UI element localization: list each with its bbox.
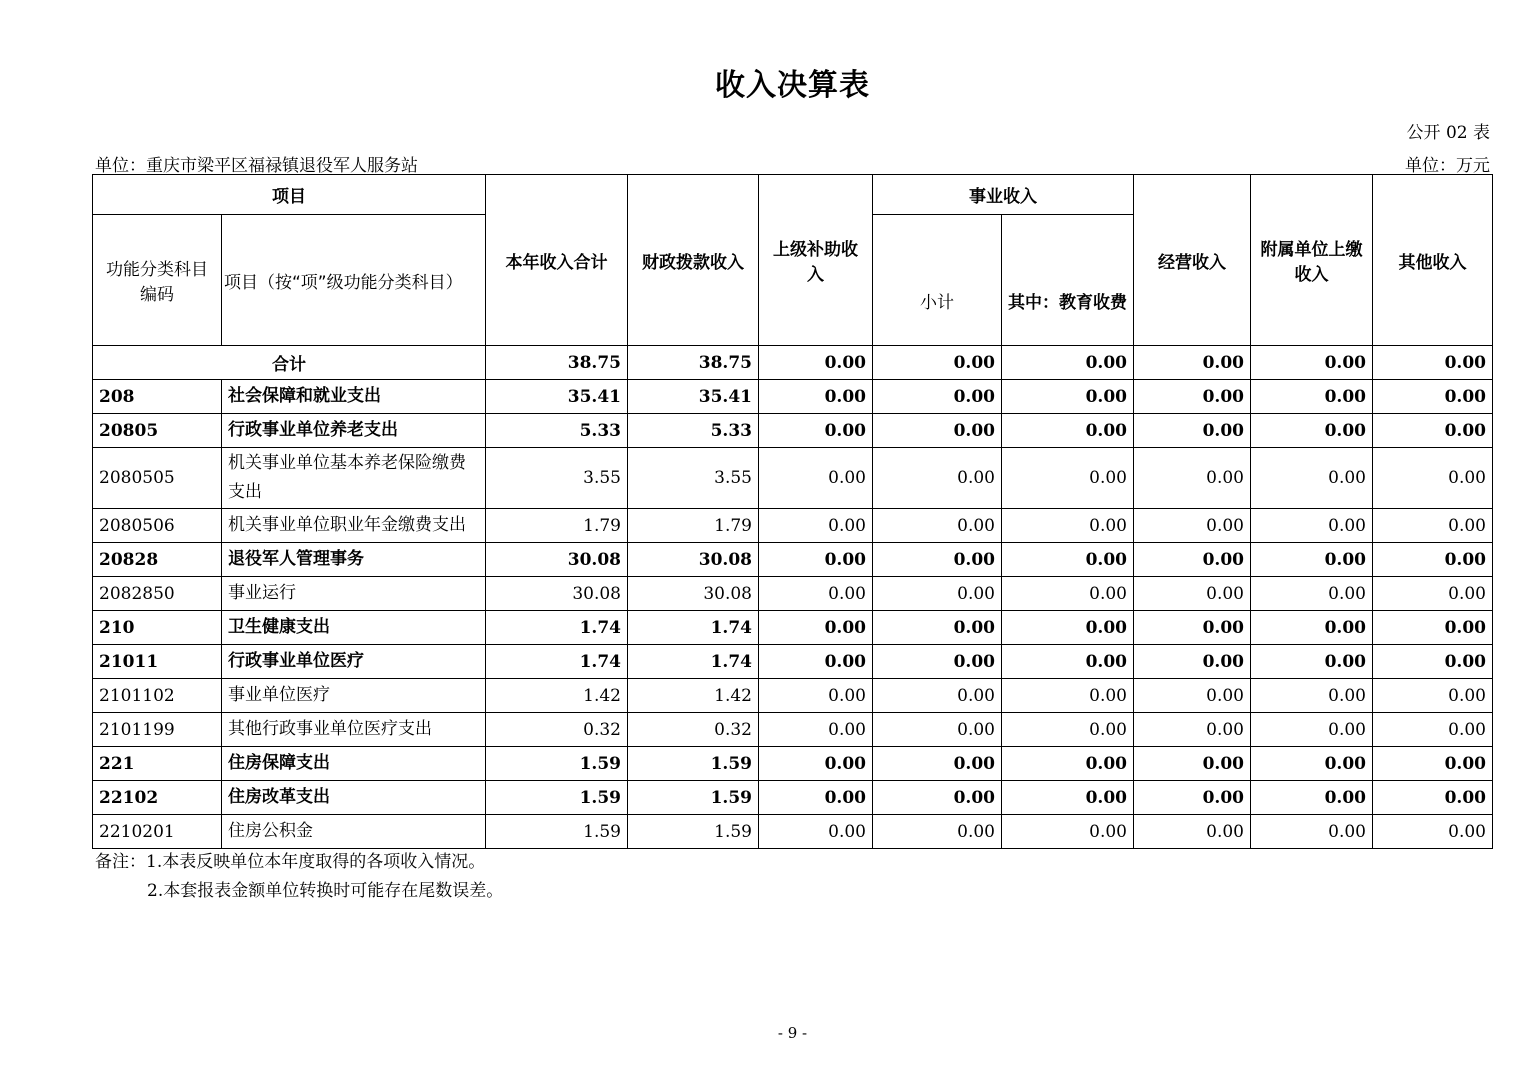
row-value: 0.00 (1002, 448, 1134, 509)
row-value: 0.00 (1002, 645, 1134, 679)
notes (95, 848, 503, 906)
header-project: 项目 (93, 175, 486, 215)
row-value: 0.00 (1251, 713, 1373, 747)
row-value: 0.00 (759, 645, 873, 679)
row-value: 1.59 (628, 815, 759, 849)
row-name: 住房公积金 (222, 815, 486, 849)
row-value: 0.00 (759, 414, 873, 448)
row-value: 0.00 (1134, 713, 1251, 747)
row-value: 0.00 (1373, 679, 1493, 713)
total-value: 0.00 (1134, 346, 1251, 380)
row-value: 0.00 (759, 781, 873, 815)
row-value: 0.00 (1373, 543, 1493, 577)
row-value: 0.00 (1251, 815, 1373, 849)
row-code: 22102 (93, 781, 222, 815)
currency-unit: 单位：万元 (1405, 156, 1490, 176)
note-2: 2.本套报表金额单位转换时可能存在尾数误差。 (147, 881, 504, 901)
header-subtotal: 小计 (873, 215, 1002, 346)
page-number: - 9 - (777, 1024, 808, 1042)
row-value: 1.59 (486, 747, 628, 781)
income-table (92, 174, 1493, 849)
table-row (93, 645, 1493, 679)
row-value: 0.00 (1373, 611, 1493, 645)
row-value: 0.00 (1373, 380, 1493, 414)
table-row (93, 543, 1493, 577)
table-row (93, 509, 1493, 543)
row-value: 0.00 (1134, 380, 1251, 414)
row-name: 机关事业单位职业年金缴费支出 (222, 509, 486, 543)
row-value: 0.00 (759, 577, 873, 611)
table-row (93, 414, 1493, 448)
row-value: 3.55 (628, 448, 759, 509)
row-value: 0.00 (1002, 543, 1134, 577)
row-name: 机关事业单位基本养老保险缴费支出 (222, 448, 486, 509)
row-value: 0.00 (759, 713, 873, 747)
page-title: 收入决算表 (715, 68, 870, 103)
total-value: 38.75 (486, 346, 628, 380)
row-value: 5.33 (486, 414, 628, 448)
row-value: 0.00 (1134, 747, 1251, 781)
table-row (93, 747, 1493, 781)
row-name: 行政事业单位医疗 (222, 645, 486, 679)
row-value: 30.08 (628, 543, 759, 577)
row-value: 0.00 (873, 380, 1002, 414)
header-total: 本年收入合计 (486, 175, 628, 346)
total-value: 0.00 (873, 346, 1002, 380)
row-value: 0.00 (1134, 577, 1251, 611)
row-code: 221 (93, 747, 222, 781)
reporting-unit: 单位：重庆市梁平区福禄镇退役军人服务站 (95, 156, 418, 176)
header-business-group: 事业收入 (873, 175, 1134, 215)
row-value: 0.00 (1134, 611, 1251, 645)
table-row (93, 448, 1493, 509)
header-edu: 其中：教育收费 (1002, 215, 1134, 346)
row-value: 0.00 (1251, 414, 1373, 448)
row-value: 0.00 (873, 611, 1002, 645)
row-name: 行政事业单位养老支出 (222, 414, 486, 448)
row-value: 0.00 (1134, 781, 1251, 815)
row-value: 0.00 (1373, 577, 1493, 611)
row-value: 0.00 (1134, 645, 1251, 679)
table-row (93, 611, 1493, 645)
table-row (93, 713, 1493, 747)
header-code: 功能分类科目编码 (93, 215, 222, 346)
row-value: 0.00 (1251, 380, 1373, 414)
row-value: 0.00 (873, 577, 1002, 611)
row-value: 30.08 (486, 577, 628, 611)
row-value: 0.00 (1002, 713, 1134, 747)
row-code: 2101199 (93, 713, 222, 747)
row-value: 1.79 (628, 509, 759, 543)
row-name: 事业单位医疗 (222, 679, 486, 713)
row-value: 0.00 (873, 679, 1002, 713)
row-code: 2080505 (93, 448, 222, 509)
row-value: 0.00 (1251, 645, 1373, 679)
row-value: 30.08 (486, 543, 628, 577)
row-value: 0.00 (1251, 577, 1373, 611)
row-value: 0.00 (1373, 781, 1493, 815)
row-value: 0.00 (873, 781, 1002, 815)
row-value: 30.08 (628, 577, 759, 611)
row-code: 2080506 (93, 509, 222, 543)
row-name: 住房保障支出 (222, 747, 486, 781)
table-row (93, 815, 1493, 849)
row-value: 1.42 (486, 679, 628, 713)
row-value: 0.00 (759, 815, 873, 849)
header-affiliated: 附属单位上缴收入 (1251, 175, 1373, 346)
row-value: 0.00 (759, 543, 873, 577)
row-value: 0.32 (486, 713, 628, 747)
row-value: 0.00 (1002, 815, 1134, 849)
row-value: 0.00 (873, 414, 1002, 448)
row-name: 退役军人管理事务 (222, 543, 486, 577)
total-label: 合计 (93, 346, 486, 380)
row-value: 35.41 (486, 380, 628, 414)
row-value: 0.00 (759, 380, 873, 414)
row-code: 20805 (93, 414, 222, 448)
row-value: 0.00 (759, 747, 873, 781)
header-upper: 上级补助收入 (759, 175, 873, 346)
row-value: 1.74 (486, 611, 628, 645)
row-value: 1.59 (628, 781, 759, 815)
row-value: 0.00 (1134, 815, 1251, 849)
row-value: 0.00 (1251, 448, 1373, 509)
total-value: 0.00 (1251, 346, 1373, 380)
table-row (93, 781, 1493, 815)
row-value: 0.00 (1251, 611, 1373, 645)
header-name: 项目（按“项”级功能分类科目） (222, 215, 486, 346)
row-value: 0.00 (1251, 509, 1373, 543)
row-value: 1.74 (628, 645, 759, 679)
row-value: 0.00 (1373, 645, 1493, 679)
table-row (93, 380, 1493, 414)
total-value: 0.00 (1002, 346, 1134, 380)
row-value: 0.00 (759, 679, 873, 713)
row-value: 0.00 (1373, 747, 1493, 781)
row-value: 0.00 (1002, 679, 1134, 713)
row-value: 1.79 (486, 509, 628, 543)
row-value: 0.00 (873, 747, 1002, 781)
row-value: 0.00 (873, 509, 1002, 543)
total-value: 0.00 (1373, 346, 1493, 380)
row-value: 0.00 (1251, 747, 1373, 781)
row-name: 其他行政事业单位医疗支出 (222, 713, 486, 747)
row-name: 事业运行 (222, 577, 486, 611)
note-1: 备注：1.本表反映单位本年度取得的各项收入情况。 (95, 852, 486, 872)
row-value: 0.00 (1002, 781, 1134, 815)
row-code: 2082850 (93, 577, 222, 611)
row-value: 0.00 (1373, 509, 1493, 543)
row-code: 208 (93, 380, 222, 414)
header-other: 其他收入 (1373, 175, 1493, 346)
row-code: 210 (93, 611, 222, 645)
row-value: 5.33 (628, 414, 759, 448)
row-name: 社会保障和就业支出 (222, 380, 486, 414)
row-value: 0.00 (1251, 679, 1373, 713)
row-value: 0.00 (759, 611, 873, 645)
row-value: 0.00 (873, 645, 1002, 679)
row-value: 0.00 (1251, 781, 1373, 815)
row-value: 1.74 (486, 645, 628, 679)
row-value: 1.59 (628, 747, 759, 781)
row-value: 0.00 (1134, 414, 1251, 448)
row-value: 0.00 (1002, 509, 1134, 543)
row-value: 0.00 (873, 815, 1002, 849)
row-name: 卫生健康支出 (222, 611, 486, 645)
row-code: 2101102 (93, 679, 222, 713)
row-value: 0.00 (873, 713, 1002, 747)
total-value: 38.75 (628, 346, 759, 380)
row-value: 0.00 (873, 543, 1002, 577)
row-value: 0.32 (628, 713, 759, 747)
row-value: 0.00 (759, 509, 873, 543)
row-value: 0.00 (1002, 611, 1134, 645)
row-value: 0.00 (1002, 380, 1134, 414)
row-value: 0.00 (1002, 747, 1134, 781)
row-value: 0.00 (1134, 448, 1251, 509)
row-value: 0.00 (1373, 713, 1493, 747)
row-code: 2210201 (93, 815, 222, 849)
header-operating: 经营收入 (1134, 175, 1251, 346)
row-value: 0.00 (759, 448, 873, 509)
row-name: 住房改革支出 (222, 781, 486, 815)
table-row (93, 679, 1493, 713)
table-row (93, 577, 1493, 611)
row-value: 35.41 (628, 380, 759, 414)
row-value: 0.00 (1002, 414, 1134, 448)
row-code: 21011 (93, 645, 222, 679)
row-value: 0.00 (1373, 815, 1493, 849)
form-number: 公开 02 表 (1406, 123, 1490, 143)
row-value: 0.00 (1373, 414, 1493, 448)
row-code: 20828 (93, 543, 222, 577)
header-fiscal: 财政拨款收入 (628, 175, 759, 346)
row-value: 0.00 (1134, 543, 1251, 577)
row-value: 3.55 (486, 448, 628, 509)
row-value: 0.00 (1134, 509, 1251, 543)
row-value: 1.74 (628, 611, 759, 645)
row-value: 1.42 (628, 679, 759, 713)
row-value: 1.59 (486, 781, 628, 815)
row-value: 0.00 (873, 448, 1002, 509)
row-value: 0.00 (1373, 448, 1493, 509)
row-value: 0.00 (1134, 679, 1251, 713)
total-value: 0.00 (759, 346, 873, 380)
row-value: 0.00 (1002, 577, 1134, 611)
total-row (93, 346, 1493, 380)
row-value: 0.00 (1251, 543, 1373, 577)
row-value: 1.59 (486, 815, 628, 849)
